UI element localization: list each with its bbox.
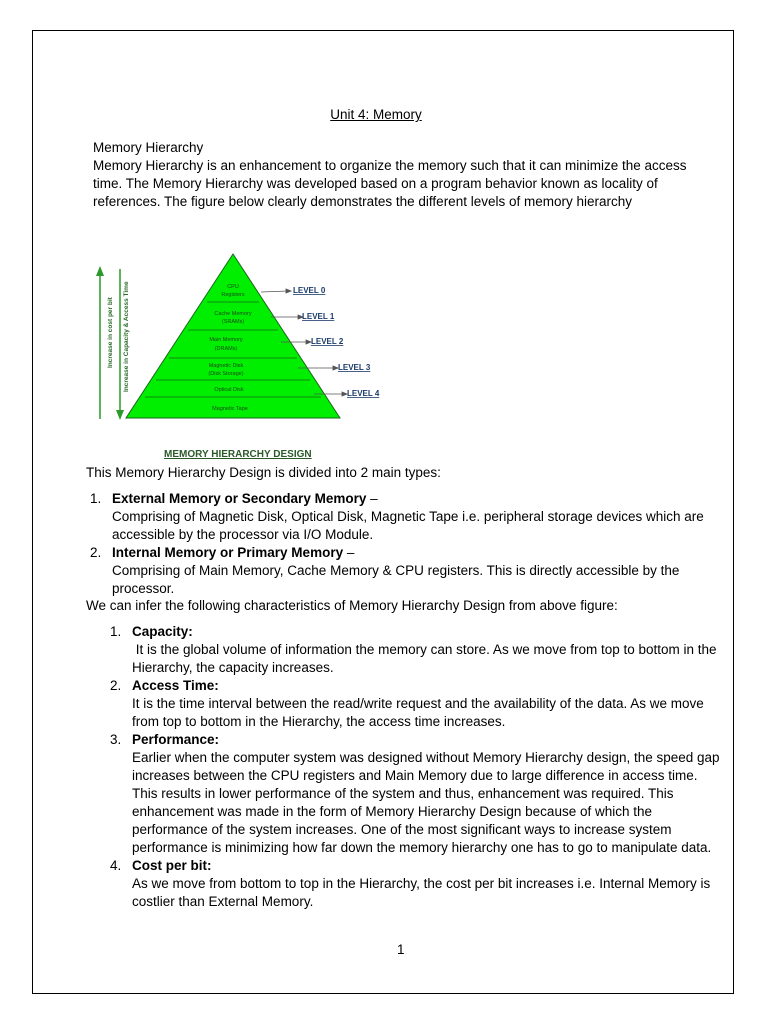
- tier-label: Cache Memory: [214, 311, 252, 317]
- list-item: [106, 857, 726, 911]
- left-axis-arrowhead: [96, 266, 104, 276]
- list-number: 2.: [110, 678, 122, 693]
- list-heading: Access Time:: [132, 678, 219, 693]
- page-number: 1: [397, 942, 405, 957]
- level-label: LEVEL 1: [302, 312, 335, 321]
- level-label: LEVEL 0: [293, 286, 326, 295]
- tier-label: Magnetic Tape: [212, 406, 248, 412]
- list-number: 2.: [90, 545, 102, 560]
- list-heading: External Memory or Secondary Memory: [112, 491, 367, 506]
- tier-label: (SRAMs): [221, 319, 245, 325]
- list-heading: Cost per bit:: [132, 858, 212, 873]
- characteristics-list: [106, 623, 726, 911]
- tier-label: (Disk Storage): [208, 371, 244, 377]
- section-heading: Memory Hierarchy: [93, 140, 204, 155]
- list-item: [106, 731, 726, 857]
- list-body: It is the time interval between the read/write request and the availability of the data. As we move from top to bottom in the Hierarchy, the access time increases.: [132, 696, 704, 729]
- list-item: [106, 623, 726, 677]
- page-title: Unit 4: Memory: [330, 107, 422, 122]
- left-axis-label: Increase in cost per bit: [107, 297, 114, 368]
- list-item: [86, 490, 726, 544]
- list-number: 1.: [90, 491, 102, 506]
- list-item: [106, 677, 726, 731]
- tier-label: (DRAMs): [214, 346, 238, 352]
- tier-label: CPU: [227, 284, 239, 290]
- intro-paragraph: Memory Hierarchy is an enhancement to organize the memory such that it can minimize the access time. The Memory Hierarchy was developed based on a program behavior known as locality of references. The figure below clearly demonstrates the different levels of memory hierarchy: [93, 158, 687, 209]
- level-arrowhead: [286, 289, 291, 293]
- memory-hierarchy-diagram: [86, 244, 406, 466]
- list-number: 4.: [110, 858, 122, 873]
- pyramid: [126, 254, 340, 418]
- characteristics-intro: We can infer the following characteristics of Memory Hierarchy Design from above figure:: [86, 598, 618, 613]
- right-axis-label: Increase in Capacity & Access Time: [123, 281, 130, 392]
- tier-label: Registers: [221, 292, 245, 298]
- level-label: LEVEL 3: [338, 363, 371, 372]
- list-body: Comprising of Main Memory, Cache Memory & CPU registers. This is directly accessible by the processor.: [112, 563, 680, 596]
- tier-label: Magnetic Disk: [208, 363, 244, 369]
- diagram-caption: MEMORY HIERARCHY DESIGN: [164, 449, 312, 460]
- list-body: Comprising of Magnetic Disk, Optical Disk, Magnetic Tape i.e. peripheral storage devices which are accessible by the processor via I/O Module.: [112, 509, 704, 542]
- list-body: Earlier when the computer system was designed without Memory Hierarchy design, the speed gap increases between the CPU registers and Main Memory due to large difference in access time. This results in lower performance of the system and thus, enhancement was required. This enhancement was made in the form of Memory Hierarchy Design because of which the performance of the system increases. One of the most significant ways to increase system performance is minimizing how far down the memory hierarchy one has to go to manipulate data.: [132, 750, 720, 855]
- level-arrow: [261, 291, 288, 292]
- memory-types-list: [86, 490, 726, 598]
- tier-label: Optical Disk: [214, 387, 244, 393]
- right-axis-arrowhead: [116, 410, 124, 420]
- list-number: 1.: [110, 624, 122, 639]
- level-label: LEVEL 2: [311, 337, 344, 346]
- list-heading: Performance:: [132, 732, 220, 747]
- list-heading: Capacity:: [132, 624, 193, 639]
- list-body: It is the global volume of information the memory can store. As we move from top to bottom in the Hierarchy, the capacity increases.: [132, 642, 721, 675]
- list-body: As we move from bottom to top in the Hierarchy, the cost per bit increases i.e. Internal Memory is costlier than External Memory.: [132, 876, 711, 909]
- types-intro: This Memory Hierarchy Design is divided into 2 main types:: [86, 465, 441, 480]
- list-number: 3.: [110, 732, 122, 747]
- tier-label: Main Memory: [209, 337, 243, 343]
- list-heading-suffix: –: [366, 491, 378, 506]
- list-heading: Internal Memory or Primary Memory: [112, 545, 344, 560]
- list-item: [86, 544, 726, 598]
- level-label: LEVEL 4: [347, 389, 380, 398]
- list-heading-suffix: –: [343, 545, 355, 560]
